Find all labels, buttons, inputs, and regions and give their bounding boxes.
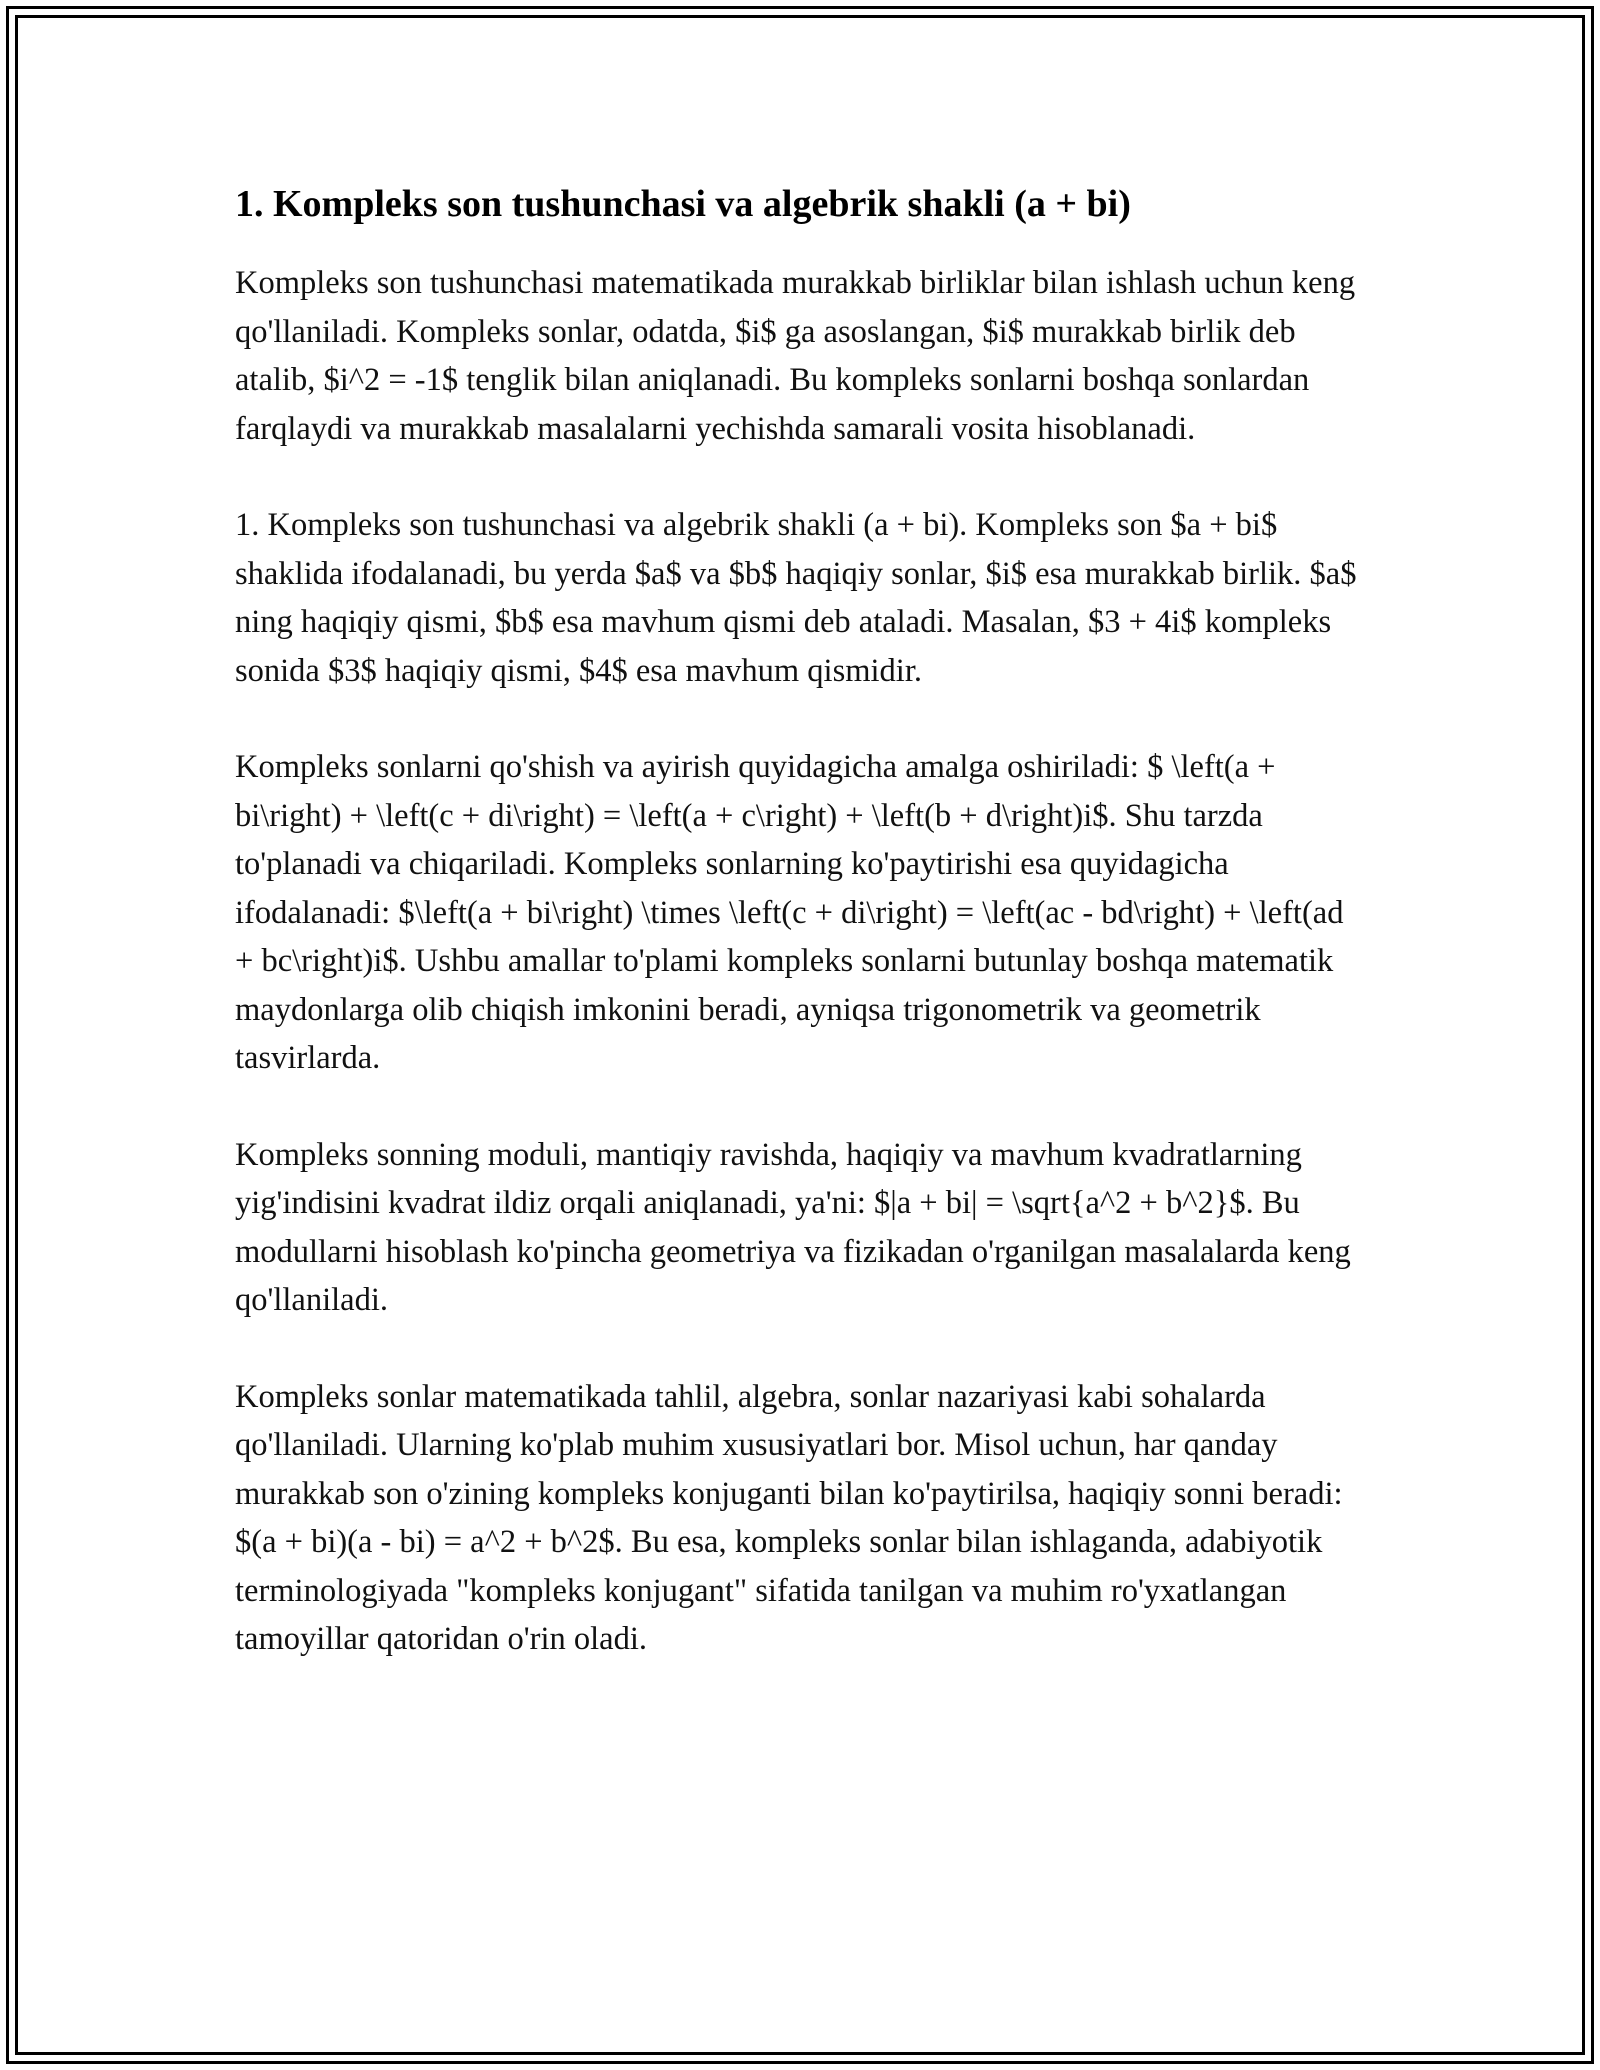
section-heading: 1. Kompleks son tushunchasi va algebrik shakli (a + bi) — [235, 183, 1131, 225]
paragraph-conjugate: Kompleks sonlar matematikada tahlil, algebra, sonlar nazariyasi kabi sohalarda qo'llaniladi. Ularning ko'plab muhim xususiyatlari bor. Misol uchun, har qanday murakkab son o'zining kompleks konjuganti bilan ko'paytirilsa, haqiqiy sonni beradi: $(a + bi)(a - bi) = a^2 + b^2$. Bu esa, kompleks sonlar bilan ishlaganda, adabiyotik terminologiyada "kompleks konjugant" sifatida tanilgan va muhim ro'yxatlangan tamoyillar qatoridan o'rin oladi. — [235, 1378, 1343, 1658]
paragraph-modulus: Kompleks sonning moduli, mantiqiy ravishda, haqiqiy va mavhum kvadratlarning yig'indisini kvadrat ildiz orqali aniqlanadi, ya'ni: $|a + bi| = \sqrt{a^2 + b^2}$. Bu modullarni hisoblash ko'pincha geometriya va fizikadan o'rganilgan masalalarda keng qo'llaniladi. — [235, 1136, 1351, 1319]
document-body — [235, 180, 1365, 1712]
paragraph-intro: Kompleks son tushunchasi matematikada murakkab birliklar bilan ishlash uchun keng qo'llaniladi. Kompleks sonlar, odatda, $i$ ga asoslangan, $i$ murakkab birlik deb atalib, $i^2 = -1$ tenglik bilan aniqlanadi. Bu kompleks sonlarni boshqa sonlardan farqlaydi va murakkab masalalarni yechishda samarali vosita hisoblanadi. — [235, 265, 1356, 447]
paragraph-algebraic-form: 1. Kompleks son tushunchasi va algebrik shakli (a + bi). Kompleks son $a + bi$ shaklida ifodalanadi, bu yerda $a$ va $b$ haqiqiy sonlar, $i$ esa murakkab birlik. $a$ ning haqiqiy qismi, $b$ esa mavhum qismi deb ataladi. Masalan, $3 + 4i$ kompleks sonida $3$ haqiqiy qismi, $4$ esa mavhum qismidir. — [235, 507, 1357, 689]
paragraph-operations: Kompleks sonlarni qo'shish va ayirish quyidagicha amalga oshiriladi: $ \left(a + bi\right) + \left(c + di\right) = \left(a + c\right) + \left(b + d\right)i$. Shu tarzda to'planadi va chiqariladi. Kompleks sonlarning ko'paytirishi esa quyidagicha ifodalanadi: $\left(a + bi\right) \times \left(c + di\right) = \left(ac - bd\right) + \left(ad + bc\right)i$. Ushbu amallar to'plami kompleks sonlarni butunlay boshqa matematik maydonlarga olib chiqish imkonini beradi, ayniqsa trigonometrik va geometrik tasvirlarda. — [235, 749, 1344, 1077]
